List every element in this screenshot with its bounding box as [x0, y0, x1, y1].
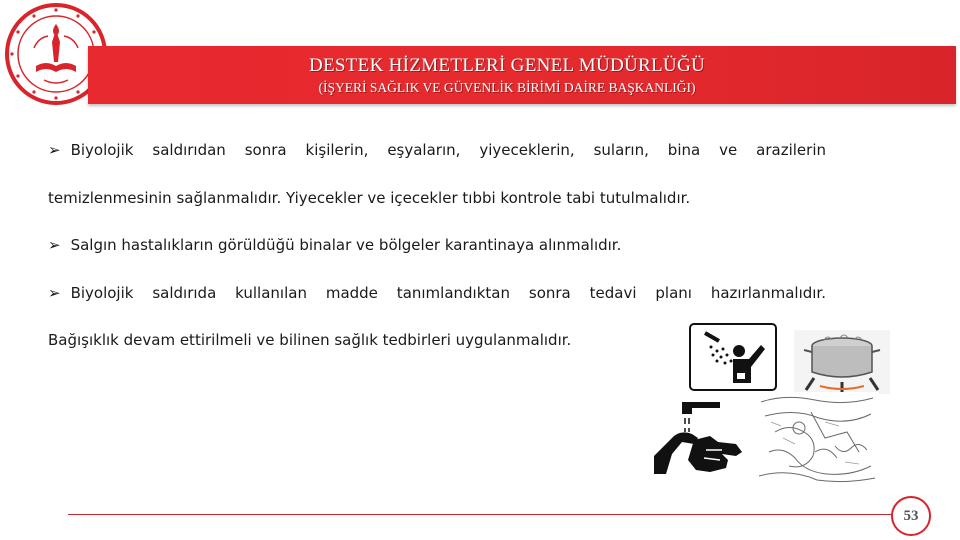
bullet-1-line-1: ➢ Biyolojik saldırıdan sonra kişilerin, eşyaların, yiyeceklerin, suların, bina ve arazilerin	[48, 141, 826, 159]
footer-divider	[68, 514, 891, 515]
bullet-3-line-1: ➢ Biyolojik saldırıda kullanılan madde tanımlandıktan sonra tedavi planı hazırlanmalıdır.	[48, 284, 826, 302]
bullet-1-line-2: temizlenmesinin sağlanmalıdır. Yiyecekler ve içecekler tıbbi kontrole tabi tutulmalıdır.	[48, 189, 691, 207]
bullet-3-line-2: Bağışıklık devam ettirilmeli ve bilinen sağlık tedbirleri uygulanmalıdır.	[48, 331, 572, 349]
page-subtitle: (İŞYERİ SAĞLIK VE GÜVENLİK BİRİMİ DAİRE BAŞKANLIĞI)	[318, 80, 696, 95]
page-number: 53	[891, 496, 931, 536]
boiling-pot-icon	[794, 330, 890, 394]
bullet-2-line-1: ➢ Salgın hastalıkların görüldüğü binalar ve bölgeler karantinaya alınmalıdır.	[48, 236, 622, 254]
page-title: DESTEK HİZMETLERİ GENEL MÜDÜRLÜĞÜ	[308, 55, 705, 76]
arrow-right-icon: ➢	[48, 141, 61, 159]
arrow-right-icon: ➢	[48, 236, 61, 254]
sketch-illustration	[755, 392, 879, 484]
shower-decontamination-icon	[689, 323, 777, 391]
arrow-right-icon: ➢	[48, 284, 61, 302]
hand-washing-icon	[648, 398, 752, 482]
header-banner	[88, 46, 956, 104]
